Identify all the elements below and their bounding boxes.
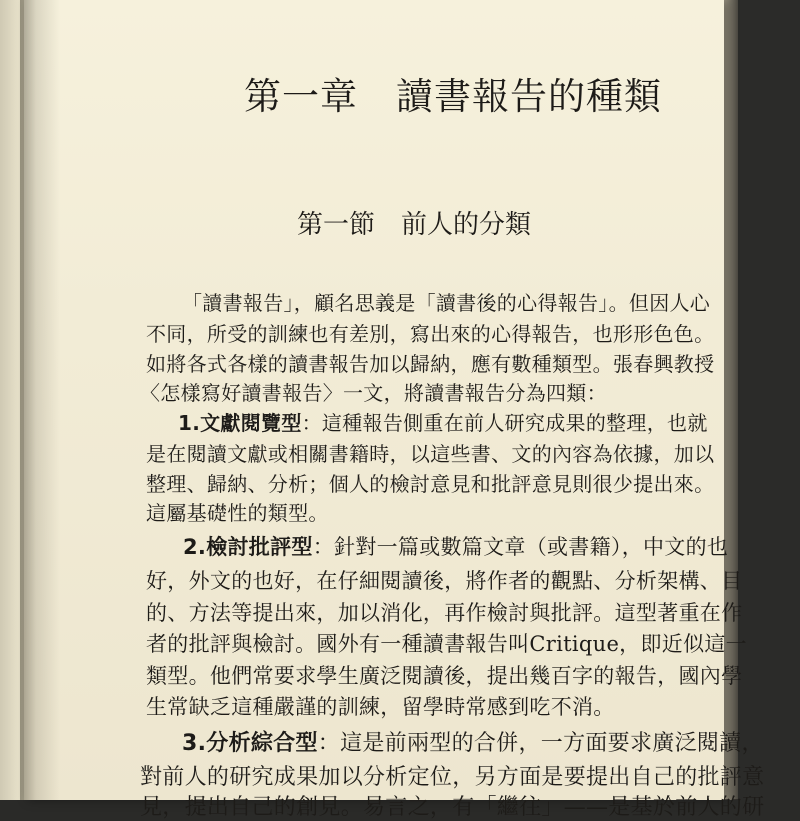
type2-heading: 2.檢討批評型 — [183, 535, 313, 559]
type1-first-line — [178, 407, 708, 436]
type2-line-5: 類型。他們常要求學生廣泛閱讀後，提出幾百字的報告，國內學 — [146, 664, 743, 688]
type1-first-line-text: ：這種報告側重在前人研究成果的整理，也就 — [301, 411, 708, 435]
type2-first-line-text: ：針對一篇或數篇文章（或書籍），中文的也 — [312, 535, 729, 559]
intro-line-1: 「讀書報告」，顧名思義是「讀書後的心得報告」。但因人心 — [182, 291, 711, 315]
previous-page-edge — [0, 0, 26, 800]
type3-line-2: 對前人的研究成果加以分析定位，另方面是要提出自己的批評意 — [140, 765, 765, 790]
intro-line-4: 〈怎樣寫好讀書報告〉一文，將讀書報告分為四類： — [140, 381, 607, 405]
type2-line-2: 好，外文的也好，在仔細閱讀後，將作者的觀點、分析架構、目 — [146, 569, 743, 593]
type2-first-line — [183, 531, 728, 561]
type2-line-6: 生常缺乏這種嚴謹的訓練，留學時常感到吃不消。 — [146, 695, 615, 719]
type3-heading: 3.分析綜合型 — [182, 731, 318, 756]
type3-first-line-text: ：這是前兩型的合併，一方面要求廣泛閱讀， — [317, 731, 764, 756]
intro-line-2: 不同，所受的訓練也有差別，寫出來的心得報告，也形形色色。 — [146, 322, 715, 346]
type2-line-4: 者的批評與檢討。國外有一種讀書報告叫Critique，即近似這一 — [146, 632, 747, 656]
intro-line-3: 如將各式各樣的讀書報告加以歸納，應有數種類型。張春興教授 — [146, 352, 715, 376]
type1-line-3: 整理、歸納、分析；個人的檢討意見和批評意見則很少提出來。 — [146, 472, 715, 496]
type1-heading: 1.文獻閱覽型 — [178, 411, 302, 435]
type2-line-3: 的、方法等提出來，加以消化，再作檢討與批評。這型著重在作 — [146, 601, 743, 625]
chapter-title: 第一章 讀書報告的種類 — [244, 75, 662, 118]
type1-line-4: 這屬基礎性的類型。 — [146, 501, 329, 525]
type3-line-3: 見，提出自己的創見。易言之，有「繼往」——是基於前人的研 — [140, 795, 765, 820]
type1-line-2: 是在閱讀文獻或相關書籍時，以這些書、文的內容為依據，加以 — [146, 442, 715, 466]
section-title: 第一節 前人的分類 — [297, 210, 532, 240]
type3-first-line — [182, 726, 764, 757]
